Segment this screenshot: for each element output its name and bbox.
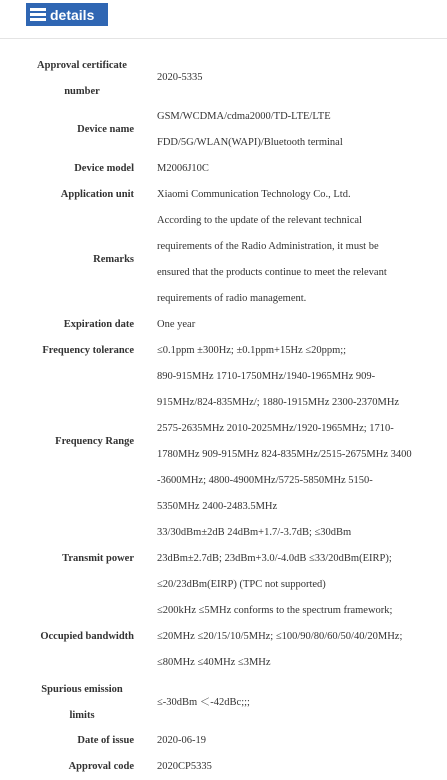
label-approval-certificate: Approval certificate number [37, 60, 127, 97]
label-device-name: Device name [77, 124, 134, 135]
label-date-of-issue: Date of issue [77, 735, 134, 746]
value-device-model: M2006J10C [157, 163, 209, 174]
label-frequency-tolerance: Frequency tolerance [42, 345, 134, 356]
label-device-model: Device model [74, 163, 134, 174]
details-header [0, 0, 447, 39]
label-remarks: Remarks [93, 254, 134, 265]
label-spurious-emission: Spurious emission limits [41, 684, 123, 721]
value-date-of-issue: 2020-06-19 [157, 735, 206, 746]
value-spurious-emission: ≤-30dBm ＜-42dBc;;; [157, 697, 250, 708]
list-icon [30, 8, 46, 22]
value-occupied-bandwidth: ≤200kHz ≤5MHz conforms to the spectrum framework; ≤20MHz ≤20/15/10/5MHz; ≤100/90/80/60/50/40/20MHz; ≤80MHz ≤40MHz ≤3MHz [157, 605, 403, 668]
value-frequency-range: 890-915MHz 1710-1750MHz/1940-1965MHz 909- 915MHz/824-835MHz/; 1880-1915MHz 2300-2370MHz 2575-2635MHz 2010-2025MHz/1920-1965MHz; 1710- 1780MHz 909-915MHz 824-835MHz/2515-2675MHz 3400 -3600MHz; 4800-4900MHz/5725-5850MHz 5150- 5350MHz 2400-2483.5MHz [157, 371, 412, 512]
value-device-name: GSM/WCDMA/cdma2000/TD-LTE/LTE FDD/5G/WLAN(WAPI)/Bluetooth terminal [157, 111, 343, 148]
label-transmit-power: Transmit power [62, 553, 134, 564]
details-title: details [50, 6, 95, 23]
value-approval-certificate: 2020-5335 [157, 72, 203, 83]
value-frequency-tolerance: ≤0.1ppm ±300Hz; ±0.1ppm+15Hz ≤20ppm;; [157, 345, 347, 356]
label-frequency-range: Frequency Range [55, 436, 134, 447]
value-remarks: According to the update of the relevant technical requirements of the Radio Administration, it must be ensured that the products continue to meet the relevant requirements of radio management. [157, 215, 387, 304]
details-title-bar [26, 3, 108, 26]
label-application-unit: Application unit [60, 189, 134, 200]
value-expiration-date: One year [157, 319, 196, 330]
label-expiration-date: Expiration date [63, 319, 134, 330]
value-approval-code: 2020CP5335 [157, 761, 212, 772]
label-occupied-bandwidth: Occupied bandwidth [40, 631, 134, 642]
label-approval-code: Approval code [68, 761, 134, 772]
value-transmit-power: 33/30dBm±2dB 24dBm+1.7/-3.7dB; ≤30dBm 23dBm±2.7dB; 23dBm+3.0/-4.0dB ≤33/20dBm(EIRP); ≤20/23dBm(EIRP) (TPC not supported) [157, 527, 392, 590]
value-application-unit: Xiaomi Communication Technology Co., Ltd. [157, 189, 351, 200]
